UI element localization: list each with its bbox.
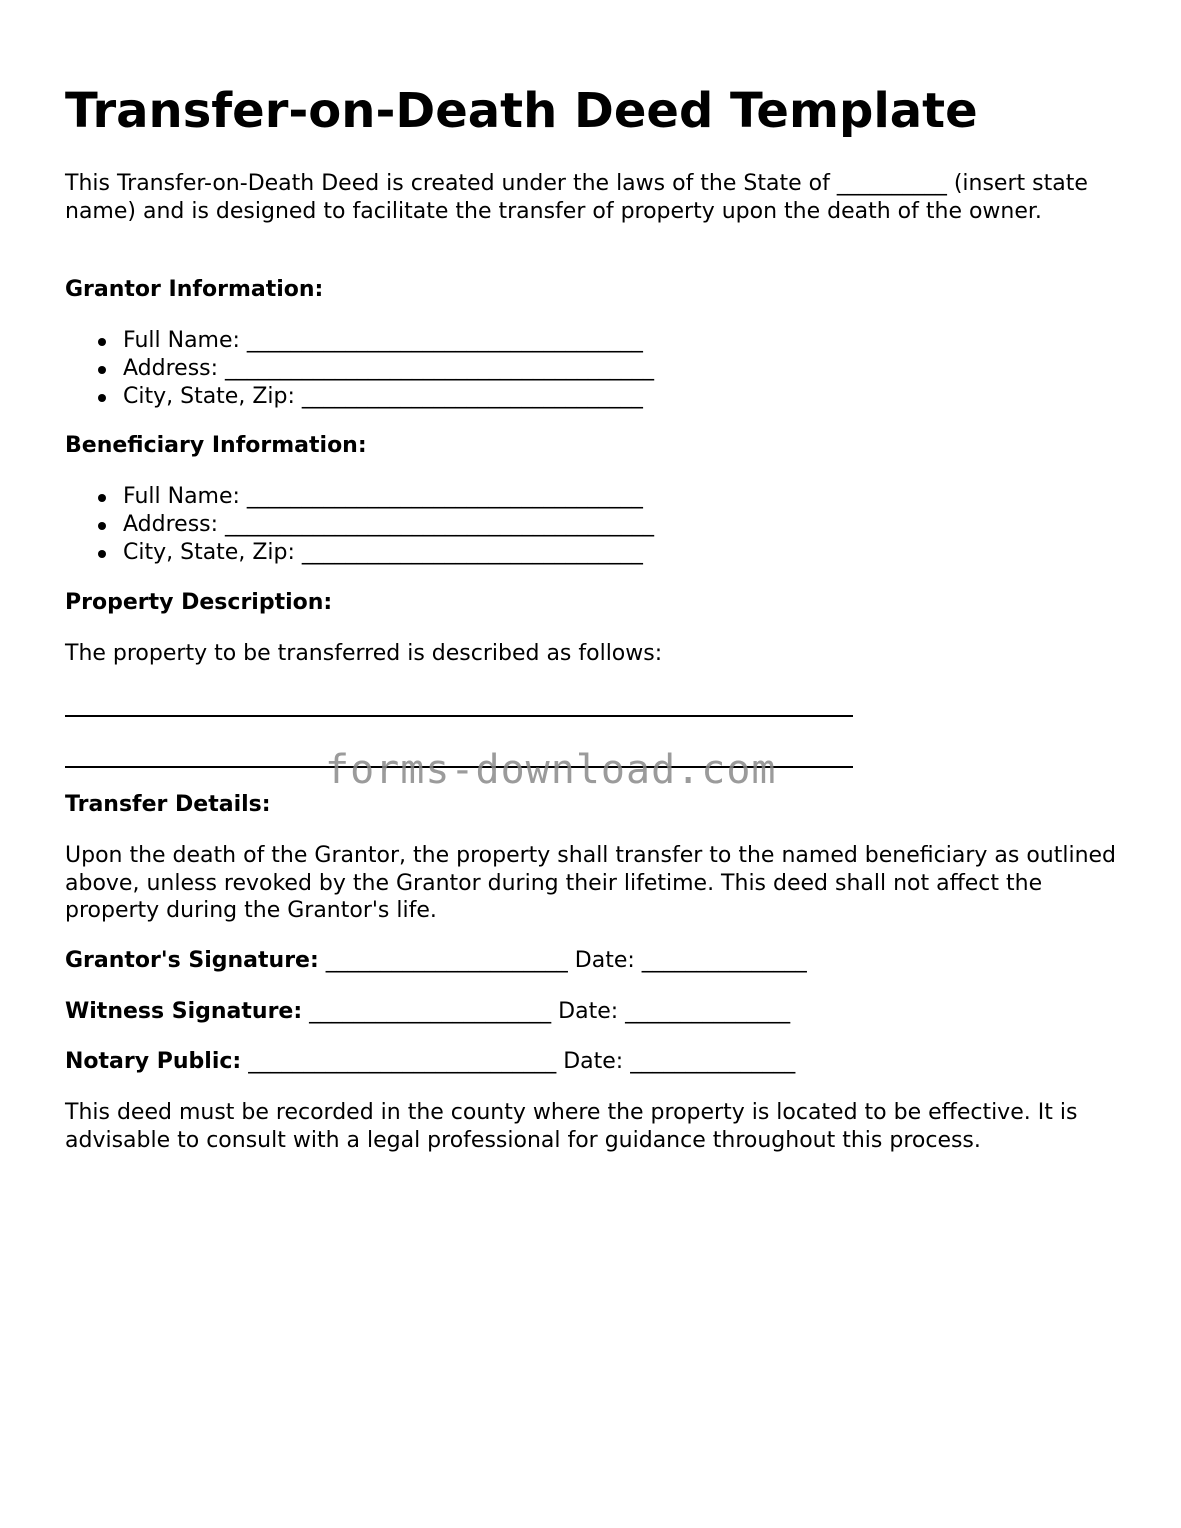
grantor-date-field: Date: _______________ bbox=[574, 948, 807, 973]
witness-signature-label: Witness Signature: bbox=[65, 999, 303, 1024]
notary-public-line bbox=[65, 1048, 795, 1076]
property-intro-text: The property to be transferred is described as follows: bbox=[65, 641, 663, 666]
grantor-signature-blank: ______________________ bbox=[318, 948, 575, 973]
transfer-heading: Transfer Details: bbox=[65, 792, 271, 817]
transfer-details-text: Upon the death of the Grantor, the property shall transfer to the named beneficiary as outlined above, unless revoked by the Grantor during their lifetime. This deed shall not affect the property during the Grantor's life. bbox=[65, 843, 1117, 923]
bullet-icon bbox=[98, 494, 106, 502]
intro-paragraph: This Transfer-on-Death Deed is created under the laws of the State of __________ (insert state name) and is designed to facilitate the transfer of property upon the death of the owner. bbox=[65, 171, 1088, 224]
grantor-signature-label: Grantor's Signature: bbox=[65, 948, 319, 973]
watermark: forms-download.com bbox=[325, 747, 777, 793]
closing-paragraph: This deed must be recorded in the county where the property is located to be effective. It is advisable to consult with a legal professional for guidance throughout this process. bbox=[65, 1100, 1078, 1153]
bullet-icon bbox=[98, 366, 106, 374]
witness-date-field: Date: _______________ bbox=[558, 999, 791, 1024]
property-heading: Property Description: bbox=[65, 590, 333, 615]
grantor-fields-list bbox=[65, 327, 654, 410]
document-title: Transfer-on-Death Deed Template bbox=[65, 83, 978, 139]
notary-public-blank: ____________________________ bbox=[241, 1049, 564, 1074]
beneficiary-fields-list bbox=[65, 483, 654, 566]
notary-public-label: Notary Public: bbox=[65, 1049, 242, 1074]
bullet-icon bbox=[98, 550, 106, 558]
beneficiary-heading: Beneficiary Information: bbox=[65, 433, 367, 458]
beneficiary-address-field: Address: _______________________________________ bbox=[65, 511, 654, 539]
witness-signature-blank: ______________________ bbox=[302, 999, 559, 1024]
beneficiary-city-state-zip-field: City, State, Zip: _______________________________ bbox=[65, 539, 654, 567]
grantor-address-field: Address: _______________________________________ bbox=[65, 355, 654, 383]
witness-signature-line bbox=[65, 998, 790, 1026]
grantor-full-name-field: Full Name: ____________________________________ bbox=[65, 327, 654, 355]
property-description-line-1 bbox=[65, 715, 853, 717]
bullet-icon bbox=[98, 394, 106, 402]
grantor-city-state-zip-field: City, State, Zip: _______________________________ bbox=[65, 383, 654, 411]
notary-date-field: Date: _______________ bbox=[563, 1049, 796, 1074]
grantor-signature-line bbox=[65, 947, 807, 975]
grantor-heading: Grantor Information: bbox=[65, 277, 324, 302]
beneficiary-full-name-field: Full Name: ____________________________________ bbox=[65, 483, 654, 511]
bullet-icon bbox=[98, 338, 106, 346]
bullet-icon bbox=[98, 522, 106, 530]
